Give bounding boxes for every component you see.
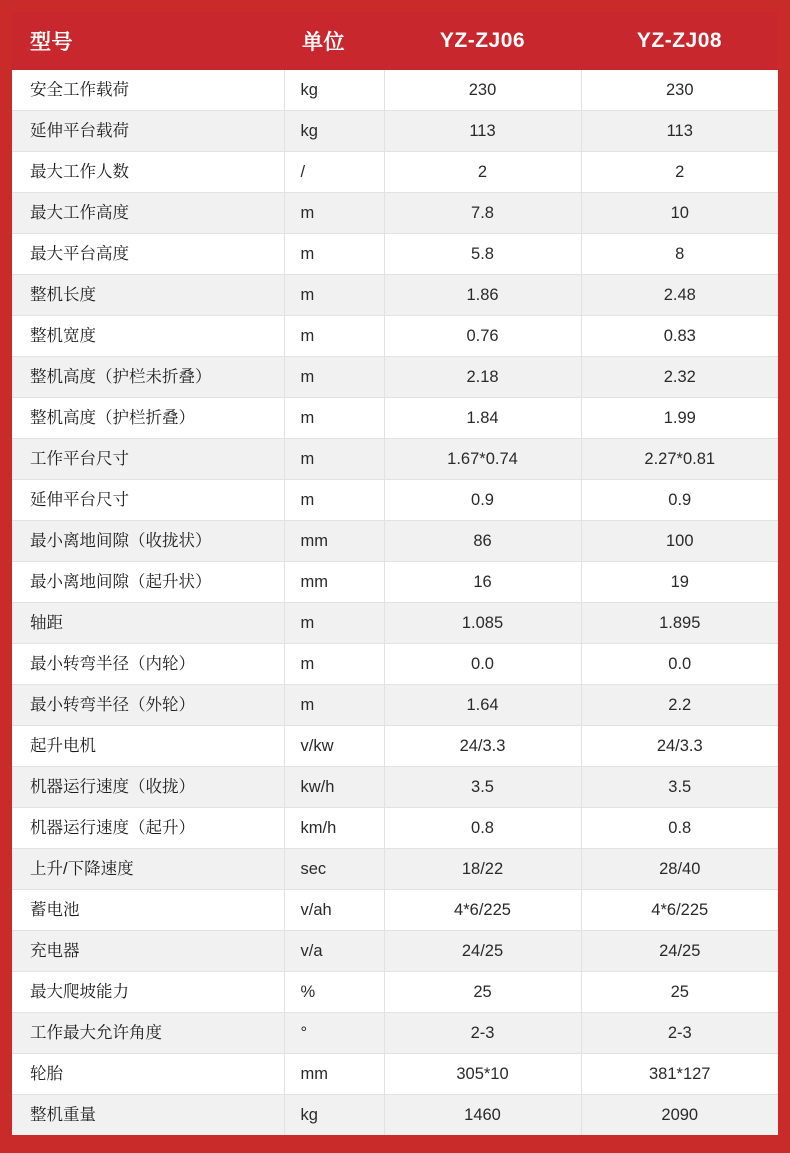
row-parameter-name: 起升电机 <box>12 726 284 767</box>
row-parameter-name: 整机高度（护栏未折叠） <box>12 357 284 398</box>
table-row <box>12 193 778 234</box>
table-row <box>12 275 778 316</box>
row-value-yz-zj06: 24/3.3 <box>384 726 581 767</box>
row-unit: kg <box>284 70 384 111</box>
row-value-yz-zj06: 4*6/225 <box>384 890 581 931</box>
row-value-yz-zj08: 4*6/225 <box>581 890 778 931</box>
row-unit: kg <box>284 1095 384 1136</box>
row-parameter-name: 最大爬坡能力 <box>12 972 284 1013</box>
row-value-yz-zj08: 25 <box>581 972 778 1013</box>
row-value-yz-zj08: 0.83 <box>581 316 778 357</box>
table-row <box>12 1095 778 1136</box>
row-unit: m <box>284 644 384 685</box>
row-unit: % <box>284 972 384 1013</box>
row-value-yz-zj06: 0.0 <box>384 644 581 685</box>
row-value-yz-zj08: 1.895 <box>581 603 778 644</box>
table-row <box>12 849 778 890</box>
row-value-yz-zj08: 19 <box>581 562 778 603</box>
table-row <box>12 439 778 480</box>
row-value-yz-zj06: 2.18 <box>384 357 581 398</box>
table-row <box>12 70 778 111</box>
row-unit: v/a <box>284 931 384 972</box>
table-row <box>12 644 778 685</box>
table-row <box>12 111 778 152</box>
row-value-yz-zj06: 2-3 <box>384 1013 581 1054</box>
row-value-yz-zj08: 0.0 <box>581 644 778 685</box>
row-unit: m <box>284 234 384 275</box>
row-unit: m <box>284 316 384 357</box>
row-value-yz-zj08: 2-3 <box>581 1013 778 1054</box>
row-value-yz-zj06: 305*10 <box>384 1054 581 1095</box>
row-parameter-name: 工作平台尺寸 <box>12 439 284 480</box>
table-row <box>12 1013 778 1054</box>
row-value-yz-zj06: 1.64 <box>384 685 581 726</box>
row-parameter-name: 整机长度 <box>12 275 284 316</box>
row-unit: m <box>284 357 384 398</box>
row-parameter-name: 上升/下降速度 <box>12 849 284 890</box>
row-unit: ° <box>284 1013 384 1054</box>
row-value-yz-zj06: 86 <box>384 521 581 562</box>
row-value-yz-zj06: 16 <box>384 562 581 603</box>
row-value-yz-zj06: 113 <box>384 111 581 152</box>
table-row <box>12 1054 778 1095</box>
row-value-yz-zj08: 2090 <box>581 1095 778 1136</box>
table-row <box>12 521 778 562</box>
row-parameter-name: 轴距 <box>12 603 284 644</box>
row-parameter-name: 延伸平台尺寸 <box>12 480 284 521</box>
table-row <box>12 603 778 644</box>
row-unit: v/kw <box>284 726 384 767</box>
row-value-yz-zj06: 25 <box>384 972 581 1013</box>
row-parameter-name: 整机高度（护栏折叠） <box>12 398 284 439</box>
column-header-unit: 单位 <box>284 12 384 70</box>
row-unit: m <box>284 193 384 234</box>
row-unit: m <box>284 603 384 644</box>
row-value-yz-zj06: 1.86 <box>384 275 581 316</box>
row-unit: kw/h <box>284 767 384 808</box>
table-body <box>12 70 778 1135</box>
row-unit: m <box>284 685 384 726</box>
row-value-yz-zj06: 0.76 <box>384 316 581 357</box>
row-parameter-name: 最小转弯半径（内轮） <box>12 644 284 685</box>
row-unit: m <box>284 275 384 316</box>
row-parameter-name: 延伸平台载荷 <box>12 111 284 152</box>
column-header-yz-zj08: YZ-ZJ08 <box>581 12 778 70</box>
row-value-yz-zj08: 2.48 <box>581 275 778 316</box>
row-value-yz-zj08: 8 <box>581 234 778 275</box>
row-unit: kg <box>284 111 384 152</box>
row-parameter-name: 机器运行速度（起升） <box>12 808 284 849</box>
row-value-yz-zj06: 0.8 <box>384 808 581 849</box>
row-unit: m <box>284 398 384 439</box>
row-unit: v/ah <box>284 890 384 931</box>
row-value-yz-zj08: 24/3.3 <box>581 726 778 767</box>
row-value-yz-zj08: 0.9 <box>581 480 778 521</box>
table-row <box>12 726 778 767</box>
table-row <box>12 357 778 398</box>
table-row <box>12 398 778 439</box>
row-value-yz-zj08: 0.8 <box>581 808 778 849</box>
row-value-yz-zj06: 1.085 <box>384 603 581 644</box>
row-value-yz-zj06: 18/22 <box>384 849 581 890</box>
row-parameter-name: 工作最大允许角度 <box>12 1013 284 1054</box>
row-parameter-name: 最小离地间隙（起升状） <box>12 562 284 603</box>
table-row <box>12 316 778 357</box>
row-value-yz-zj08: 28/40 <box>581 849 778 890</box>
row-unit: mm <box>284 1054 384 1095</box>
row-value-yz-zj06: 2 <box>384 152 581 193</box>
row-value-yz-zj08: 2 <box>581 152 778 193</box>
row-value-yz-zj06: 7.8 <box>384 193 581 234</box>
row-unit: km/h <box>284 808 384 849</box>
table-row <box>12 972 778 1013</box>
row-parameter-name: 最大工作高度 <box>12 193 284 234</box>
row-parameter-name: 整机宽度 <box>12 316 284 357</box>
row-value-yz-zj06: 1.84 <box>384 398 581 439</box>
table-row <box>12 890 778 931</box>
row-value-yz-zj08: 1.99 <box>581 398 778 439</box>
table-row <box>12 562 778 603</box>
table-row <box>12 808 778 849</box>
row-unit: sec <box>284 849 384 890</box>
table-row <box>12 685 778 726</box>
table-header-row <box>12 12 778 70</box>
table-row <box>12 931 778 972</box>
row-value-yz-zj06: 1.67*0.74 <box>384 439 581 480</box>
row-value-yz-zj06: 1460 <box>384 1095 581 1136</box>
row-value-yz-zj06: 230 <box>384 70 581 111</box>
table-row <box>12 152 778 193</box>
row-parameter-name: 最大工作人数 <box>12 152 284 193</box>
row-value-yz-zj06: 0.9 <box>384 480 581 521</box>
row-value-yz-zj08: 24/25 <box>581 931 778 972</box>
row-value-yz-zj08: 381*127 <box>581 1054 778 1095</box>
row-parameter-name: 最小离地间隙（收拢状） <box>12 521 284 562</box>
row-unit: m <box>284 480 384 521</box>
row-parameter-name: 安全工作载荷 <box>12 70 284 111</box>
row-parameter-name: 充电器 <box>12 931 284 972</box>
row-value-yz-zj08: 113 <box>581 111 778 152</box>
row-unit: mm <box>284 562 384 603</box>
row-unit: / <box>284 152 384 193</box>
row-value-yz-zj06: 5.8 <box>384 234 581 275</box>
row-unit: m <box>284 439 384 480</box>
row-parameter-name: 整机重量 <box>12 1095 284 1136</box>
row-value-yz-zj08: 100 <box>581 521 778 562</box>
column-header-model: 型号 <box>12 12 284 70</box>
row-parameter-name: 最大平台高度 <box>12 234 284 275</box>
row-unit: mm <box>284 521 384 562</box>
row-value-yz-zj08: 2.27*0.81 <box>581 439 778 480</box>
row-value-yz-zj08: 230 <box>581 70 778 111</box>
row-value-yz-zj06: 24/25 <box>384 931 581 972</box>
row-parameter-name: 轮胎 <box>12 1054 284 1095</box>
specification-table <box>12 12 778 1135</box>
row-parameter-name: 机器运行速度（收拢） <box>12 767 284 808</box>
row-value-yz-zj06: 3.5 <box>384 767 581 808</box>
table-row <box>12 480 778 521</box>
table-header <box>12 12 778 70</box>
table-row <box>12 234 778 275</box>
row-value-yz-zj08: 10 <box>581 193 778 234</box>
table-row <box>12 767 778 808</box>
row-parameter-name: 蓄电池 <box>12 890 284 931</box>
row-value-yz-zj08: 2.2 <box>581 685 778 726</box>
row-value-yz-zj08: 3.5 <box>581 767 778 808</box>
column-header-yz-zj06: YZ-ZJ06 <box>384 12 581 70</box>
row-parameter-name: 最小转弯半径（外轮） <box>12 685 284 726</box>
row-value-yz-zj08: 2.32 <box>581 357 778 398</box>
